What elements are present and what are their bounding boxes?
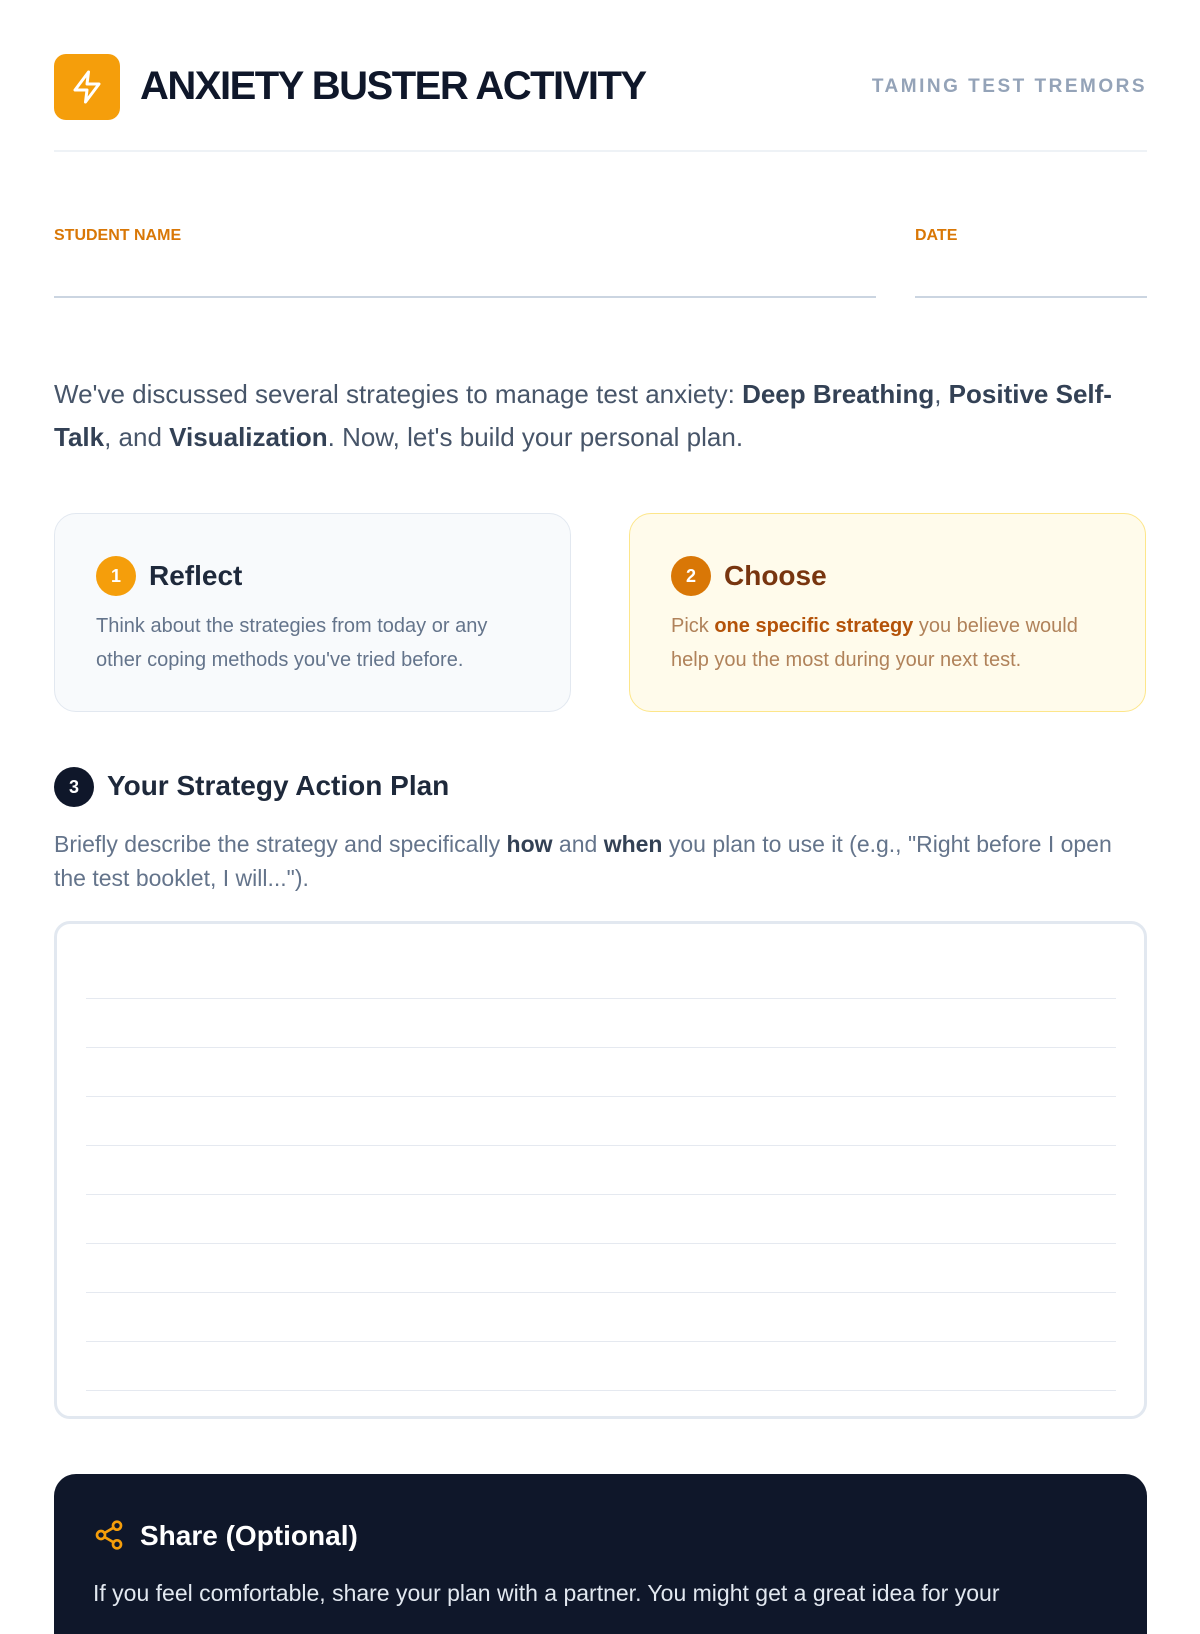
- student-name-field[interactable]: [54, 296, 876, 298]
- share-description: If you feel comfortable, share your plan with a partner. You might get a great idea for your: [93, 1580, 1000, 1606]
- page-title: ANXIETY BUSTER ACTIVITY: [140, 64, 646, 108]
- writing-line: [86, 1341, 1116, 1342]
- action-plan-instructions: Briefly describe the strategy and specifically how and when you plan to use it (e.g., "Right before I open the test booklet, I will...").: [54, 831, 1112, 891]
- strategy-deep-breathing: Deep Breathing: [742, 379, 935, 409]
- writing-line: [86, 1047, 1116, 1048]
- writing-line: [86, 1390, 1116, 1391]
- strategy-visualization: Visualization: [169, 422, 328, 452]
- share-icon: [93, 1519, 125, 1551]
- step-number-badge: 2: [671, 556, 711, 596]
- step-description: Pick one specific strategy you believe would help you the most during your next test.: [671, 615, 1078, 671]
- worksheet-page: [54, 0, 1147, 1606]
- date-label: DATE: [915, 227, 958, 244]
- writing-line: [86, 1145, 1116, 1146]
- step-card-reflect: [54, 513, 571, 712]
- intro-paragraph: We've discussed several strategies to manage test anxiety: Deep Breathing, Positive Self-Talk, and Visualization. Now, let's build your personal plan.: [54, 379, 1112, 452]
- date-field[interactable]: [915, 296, 1147, 298]
- step-title: Choose: [724, 560, 827, 591]
- writing-line: [86, 1194, 1116, 1195]
- writing-line: [86, 1243, 1116, 1244]
- step-card-choose: [629, 513, 1146, 712]
- step-title: Reflect: [149, 560, 243, 591]
- step-description: Think about the strategies from today or any other coping methods you've tried before.: [96, 615, 488, 671]
- writing-line: [86, 998, 1116, 999]
- worksheet-header: [54, 0, 1147, 152]
- lightning-bolt-icon: [54, 54, 120, 120]
- page-subtitle: TAMING TEST TREMORS: [871, 76, 1147, 97]
- strategy-positive-self-talk: Positive Self-Talk: [54, 379, 1112, 452]
- action-plan-title: Your Strategy Action Plan: [107, 770, 450, 801]
- writing-line: [86, 1292, 1116, 1293]
- action-plan-writing-area[interactable]: [54, 921, 1147, 1419]
- writing-line: [86, 1096, 1116, 1097]
- share-section: [54, 1474, 1147, 1634]
- share-title: Share (Optional): [140, 1520, 358, 1551]
- step-number-badge: 3: [54, 767, 94, 807]
- student-name-label: STUDENT NAME: [54, 227, 182, 244]
- step-number-badge: 1: [96, 556, 136, 596]
